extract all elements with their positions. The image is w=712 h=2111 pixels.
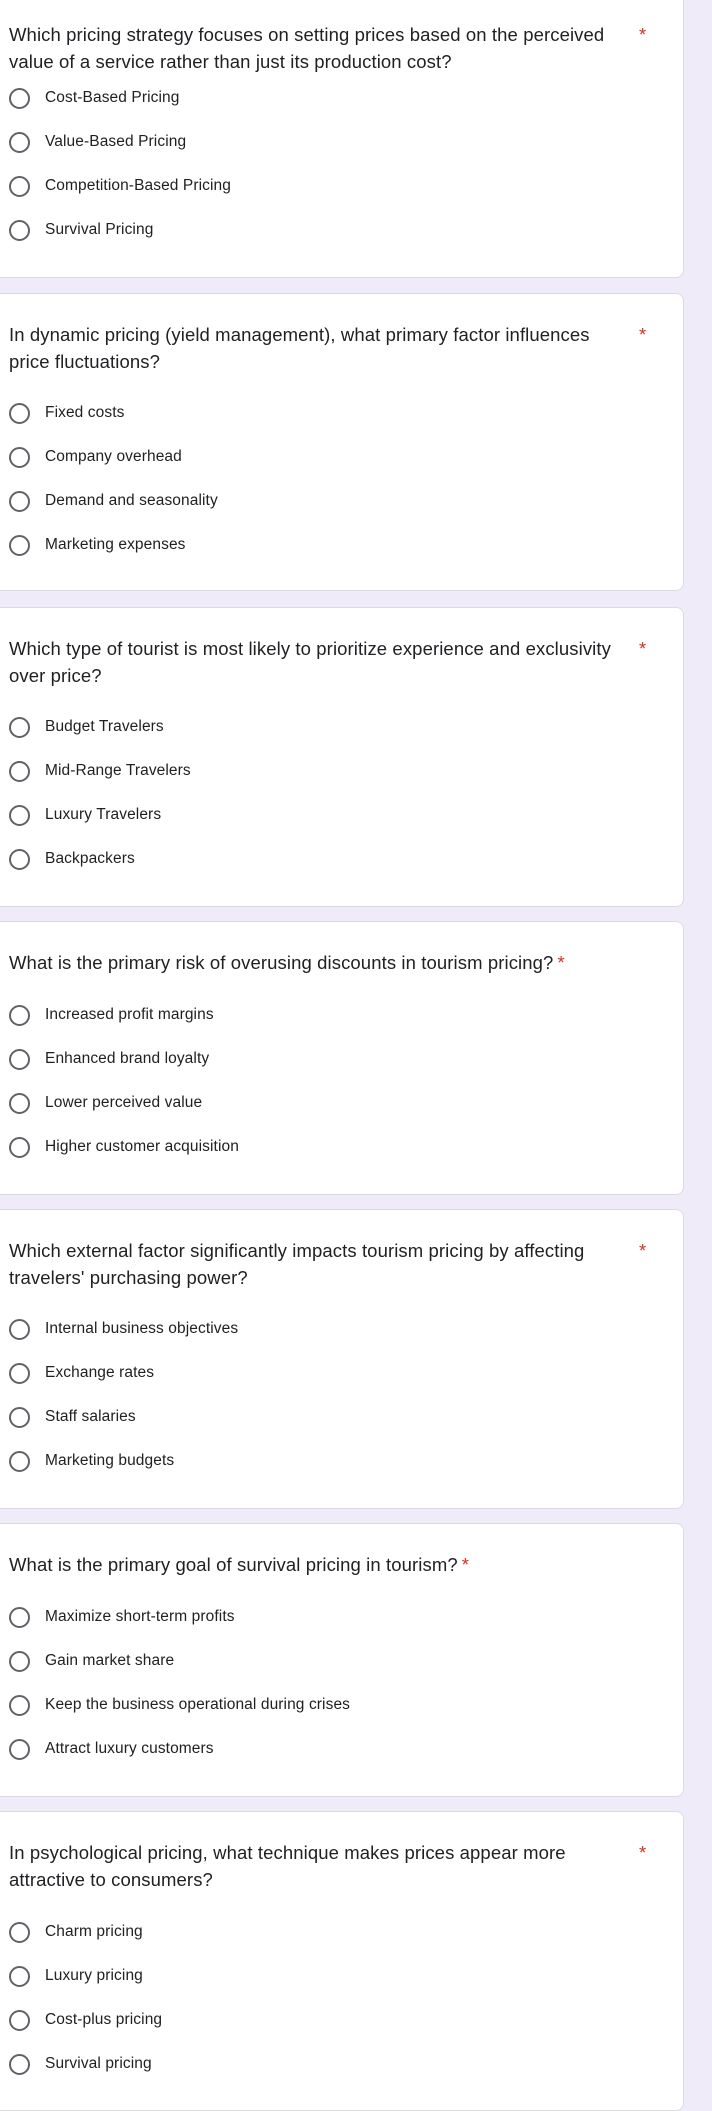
option-label: Budget Travelers bbox=[45, 718, 164, 735]
required-asterisk: * bbox=[557, 952, 565, 973]
required-asterisk: * bbox=[639, 1842, 647, 1863]
option-label: Charm pricing bbox=[45, 1923, 143, 1940]
option-budget-travelers[interactable] bbox=[9, 712, 164, 742]
option-label: Cost-Based Pricing bbox=[45, 89, 180, 106]
option-label: Cost-plus pricing bbox=[45, 2011, 163, 2028]
option-lower-perceived-value[interactable] bbox=[9, 1088, 202, 1118]
radio-button[interactable] bbox=[9, 1739, 30, 1760]
option-charm-pricing[interactable] bbox=[9, 1917, 143, 1947]
question-text bbox=[9, 321, 619, 375]
radio-button[interactable] bbox=[9, 805, 30, 826]
option-label: Gain market share bbox=[45, 1652, 175, 1669]
radio-button[interactable] bbox=[9, 403, 30, 424]
option-label: Demand and seasonality bbox=[45, 492, 218, 509]
radio-button[interactable] bbox=[9, 2010, 30, 2031]
radio-button[interactable] bbox=[9, 491, 30, 512]
radio-button[interactable] bbox=[9, 220, 30, 241]
option-exchange-rates[interactable] bbox=[9, 1358, 154, 1388]
question-label: Which type of tourist is most likely to prioritize experience and exclusivity over price? bbox=[9, 638, 611, 686]
option-attract-luxury-customers[interactable] bbox=[9, 1734, 214, 1764]
radio-button[interactable] bbox=[9, 761, 30, 782]
option-backpackers[interactable] bbox=[9, 844, 135, 874]
radio-button[interactable] bbox=[9, 1651, 30, 1672]
radio-button[interactable] bbox=[9, 447, 30, 468]
option-mid-range-travelers[interactable] bbox=[9, 756, 191, 786]
radio-button[interactable] bbox=[9, 1966, 30, 1987]
radio-button[interactable] bbox=[9, 1607, 30, 1628]
question-text bbox=[9, 21, 619, 75]
option-label: Marketing expenses bbox=[45, 536, 186, 553]
question-text bbox=[9, 635, 619, 689]
radio-button[interactable] bbox=[9, 1363, 30, 1384]
question-text bbox=[9, 1237, 619, 1291]
question-label: Which pricing strategy focuses on setting prices based on the perceived value of a service rather than just its production cost? bbox=[9, 24, 605, 72]
option-enhanced-brand-loyalty[interactable] bbox=[9, 1044, 209, 1074]
option-label: Fixed costs bbox=[45, 404, 125, 421]
option-survival-pricing[interactable] bbox=[9, 2049, 152, 2079]
radio-button[interactable] bbox=[9, 1137, 30, 1158]
option-value-based-pricing[interactable] bbox=[9, 127, 186, 157]
option-luxury-travelers[interactable] bbox=[9, 800, 161, 830]
question-card bbox=[0, 293, 684, 591]
option-label: Value-Based Pricing bbox=[45, 133, 187, 150]
option-higher-customer-acquisition[interactable] bbox=[9, 1132, 239, 1162]
question-text bbox=[9, 949, 619, 976]
option-label: Competition-Based Pricing bbox=[45, 177, 232, 194]
option-demand-and-seasonality[interactable] bbox=[9, 486, 218, 516]
radio-button[interactable] bbox=[9, 2054, 30, 2075]
option-fixed-costs[interactable] bbox=[9, 398, 125, 428]
option-company-overhead[interactable] bbox=[9, 442, 182, 472]
question-label: In dynamic pricing (yield management), what primary factor influences price fluctuations? bbox=[9, 324, 590, 372]
question-card bbox=[0, 1209, 684, 1509]
radio-button[interactable] bbox=[9, 1407, 30, 1428]
option-gain-market-share[interactable] bbox=[9, 1646, 174, 1676]
option-label: Lower perceived value bbox=[45, 1094, 203, 1111]
question-card bbox=[0, 607, 684, 907]
radio-button[interactable] bbox=[9, 1319, 30, 1340]
radio-button[interactable] bbox=[9, 849, 30, 870]
radio-button[interactable] bbox=[9, 535, 30, 556]
radio-button[interactable] bbox=[9, 1922, 30, 1943]
required-asterisk: * bbox=[639, 638, 647, 659]
question-card bbox=[0, 1523, 684, 1797]
question-text bbox=[9, 1839, 619, 1893]
option-cost-based-pricing[interactable] bbox=[9, 83, 179, 113]
option-label: Survival pricing bbox=[45, 2055, 152, 2072]
option-label: Mid-Range Travelers bbox=[45, 762, 191, 779]
option-marketing-expenses[interactable] bbox=[9, 530, 186, 560]
option-label: Attract luxury customers bbox=[45, 1740, 214, 1757]
option-label: Survival Pricing bbox=[45, 221, 154, 238]
option-label: Keep the business operational during crises bbox=[45, 1696, 351, 1713]
radio-button[interactable] bbox=[9, 1695, 30, 1716]
option-label: Company overhead bbox=[45, 448, 182, 465]
question-text bbox=[9, 1551, 619, 1578]
question-label: Which external factor significantly impacts tourism pricing by affecting travelers' purchasing power? bbox=[9, 1240, 585, 1288]
option-increased-profit-margins[interactable] bbox=[9, 1000, 214, 1030]
option-label: Backpackers bbox=[45, 850, 135, 867]
option-internal-business-objectives[interactable] bbox=[9, 1314, 238, 1344]
required-asterisk: * bbox=[639, 1240, 647, 1261]
option-maximize-short-term-profits[interactable] bbox=[9, 1602, 235, 1632]
radio-button[interactable] bbox=[9, 88, 30, 109]
radio-button[interactable] bbox=[9, 1005, 30, 1026]
radio-button[interactable] bbox=[9, 1451, 30, 1472]
question-card bbox=[0, 1811, 684, 2111]
question-label: In psychological pricing, what technique makes prices appear more attractive to consumers? bbox=[9, 1842, 566, 1890]
question-label: What is the primary risk of overusing discounts in tourism pricing? bbox=[9, 952, 554, 973]
question-label: What is the primary goal of survival pricing in tourism? bbox=[9, 1554, 458, 1575]
option-keep-the-business-operational-during-crises[interactable] bbox=[9, 1690, 350, 1720]
option-survival-pricing[interactable] bbox=[9, 215, 153, 245]
required-asterisk: * bbox=[461, 1554, 470, 1575]
required-asterisk: * bbox=[639, 24, 647, 45]
option-label: Luxury Travelers bbox=[45, 806, 162, 823]
option-label: Higher customer acquisition bbox=[45, 1138, 239, 1155]
option-label: Staff salaries bbox=[45, 1408, 136, 1425]
required-asterisk: * bbox=[639, 324, 647, 345]
radio-button[interactable] bbox=[9, 1049, 30, 1070]
option-label: Increased profit margins bbox=[45, 1006, 214, 1023]
option-staff-salaries[interactable] bbox=[9, 1402, 136, 1432]
question-card bbox=[0, 921, 684, 1195]
option-label: Exchange rates bbox=[45, 1364, 155, 1381]
radio-button[interactable] bbox=[9, 717, 30, 738]
option-marketing-budgets[interactable] bbox=[9, 1446, 174, 1476]
option-label: Luxury pricing bbox=[45, 1967, 143, 1984]
option-label: Internal business objectives bbox=[45, 1320, 239, 1337]
question-card bbox=[0, 0, 684, 278]
option-label: Enhanced brand loyalty bbox=[45, 1050, 210, 1067]
radio-button[interactable] bbox=[9, 132, 30, 153]
radio-button[interactable] bbox=[9, 176, 30, 197]
option-label: Maximize short-term profits bbox=[45, 1608, 235, 1625]
option-label: Marketing budgets bbox=[45, 1452, 175, 1469]
option-luxury-pricing[interactable] bbox=[9, 1961, 143, 1991]
option-cost-plus-pricing[interactable] bbox=[9, 2005, 162, 2035]
radio-button[interactable] bbox=[9, 1093, 30, 1114]
option-competition-based-pricing[interactable] bbox=[9, 171, 231, 201]
